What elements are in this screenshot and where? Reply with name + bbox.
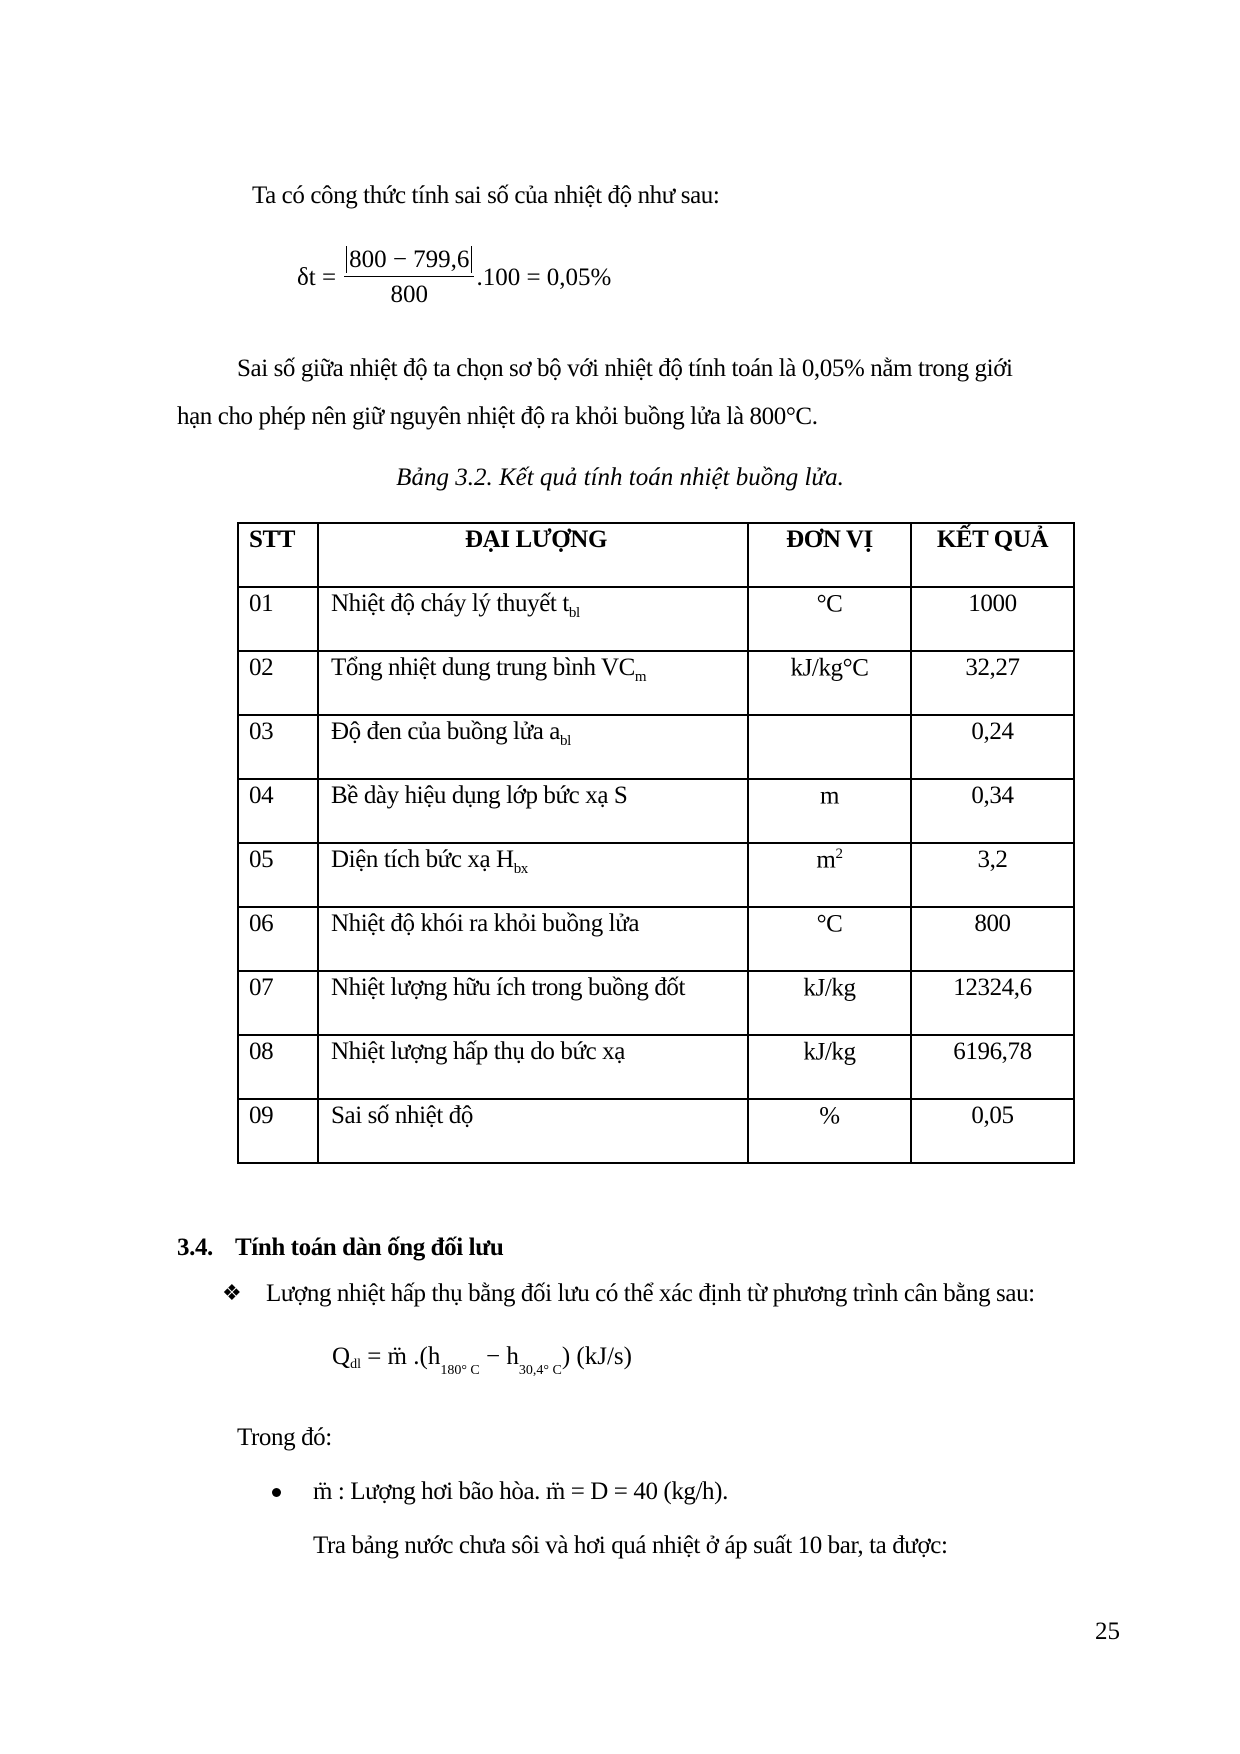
cell-result: 3,2 xyxy=(911,843,1074,907)
cell-stt: 07 xyxy=(238,971,318,1035)
cell-result: 0,05 xyxy=(911,1099,1074,1163)
bullet-text: Lượng nhiệt hấp thụ bằng đối lưu có thể xác định từ phương trình cân bằng sau: xyxy=(266,1280,1035,1307)
cell-result: 32,27 xyxy=(911,651,1074,715)
cell-stt: 09 xyxy=(238,1099,318,1163)
cell-unit: m xyxy=(748,779,911,843)
cell-stt: 01 xyxy=(238,587,318,651)
cell-unit xyxy=(748,715,911,779)
cell-stt: 04 xyxy=(238,779,318,843)
section-heading xyxy=(177,1234,503,1262)
cell-quantity: Bề dày hiệu dụng lớp bức xạ S xyxy=(318,779,748,843)
fraction-numerator: 800 − 799,6 xyxy=(344,246,474,277)
bullet-dot-icon xyxy=(272,1488,281,1497)
paragraph-line-2: hạn cho phép nên giữ nguyên nhiệt độ ra khỏi buồng lửa là 800°C. xyxy=(177,403,818,430)
intro-text: Ta có công thức tính sai số của nhiệt độ như sau: xyxy=(252,182,720,209)
table-row xyxy=(238,1035,1074,1099)
header-quantity: ĐẠI LƯỢNG xyxy=(318,523,748,587)
table-row xyxy=(238,971,1074,1035)
convection-formula: Qdl = m̈ $.(h_{180^\circ C} - h_{30,4^\circ C})$ (kJ/s) xyxy=(332,1343,632,1378)
cell-stt: 03 xyxy=(238,715,318,779)
header-stt: STT xyxy=(238,523,318,587)
cell-quantity: Nhiệt độ cháy lý thuyết $t_{bl}$ xyxy=(318,587,748,651)
cell-quantity: Tổng nhiệt dung trung bình $VC_m$ xyxy=(318,651,748,715)
paragraph-line-1: Sai số giữa nhiệt độ ta chọn sơ bộ với nhiệt độ tính toán là 0,05% nằm trong giới xyxy=(237,355,1013,382)
table-row xyxy=(238,715,1074,779)
table-caption: Bảng 3.2. Kết quả tính toán nhiệt buồng lửa. xyxy=(396,464,844,491)
cell-quantity: Độ đen của buồng lửa $a_{bl}$ xyxy=(318,715,748,779)
cell-unit: °C xyxy=(748,587,911,651)
fraction xyxy=(344,246,474,309)
mass-flow-definition: m̈ : Lượng hơi bão hòa. m̈ = D = 40 (kg/h). xyxy=(313,1478,728,1505)
section-number: 3.4. xyxy=(177,1234,213,1261)
cell-result: 1000 xyxy=(911,587,1074,651)
cell-stt: 02 xyxy=(238,651,318,715)
table-row xyxy=(238,587,1074,651)
formula-rhs: .100 = 0,05% xyxy=(476,263,612,291)
section-title: Tính toán dàn ống đối lưu xyxy=(235,1234,504,1261)
lookup-text: Tra bảng nước chưa sôi và hơi quá nhiệt ở áp suất 10 bar, ta được: xyxy=(313,1532,948,1559)
cell-quantity: Nhiệt lượng hữu ích trong buồng đốt xyxy=(318,971,748,1035)
diamond-bullet-icon: ❖ xyxy=(222,1280,242,1305)
cell-unit: kJ/kg xyxy=(748,971,911,1035)
cell-result: 800 xyxy=(911,907,1074,971)
table-row xyxy=(238,907,1074,971)
cell-unit: % xyxy=(748,1099,911,1163)
page-number: 25 xyxy=(1095,1618,1120,1645)
cell-unit: °C xyxy=(748,907,911,971)
cell-quantity: Diện tích bức xạ $H_{bx}$ xyxy=(318,843,748,907)
table-row xyxy=(238,843,1074,907)
header-unit: ĐƠN VỊ xyxy=(748,523,911,587)
formula-lhs: δt = xyxy=(297,263,337,291)
cell-result: 12324,6 xyxy=(911,971,1074,1035)
cell-result: 0,34 xyxy=(911,779,1074,843)
table-header-row xyxy=(238,523,1074,587)
table-row xyxy=(238,779,1074,843)
cell-result: 0,24 xyxy=(911,715,1074,779)
cell-stt: 08 xyxy=(238,1035,318,1099)
cell-unit: kJ/kg xyxy=(748,1035,911,1099)
table-row xyxy=(238,651,1074,715)
cell-unit: kJ/kg°C xyxy=(748,651,911,715)
cell-result: 6196,78 xyxy=(911,1035,1074,1099)
fraction-denominator: 800 xyxy=(390,281,428,308)
cell-quantity: Nhiệt lượng hấp thụ do bức xạ xyxy=(318,1035,748,1099)
table-row xyxy=(238,1099,1074,1163)
header-result: KẾT QUẢ xyxy=(911,523,1074,587)
cell-quantity: Sai số nhiệt độ xyxy=(318,1099,748,1163)
results-table xyxy=(237,522,1075,1164)
cell-stt: 06 xyxy=(238,907,318,971)
cell-unit: $m^2$ xyxy=(748,843,911,907)
error-formula xyxy=(297,246,611,309)
cell-stt: 05 xyxy=(238,843,318,907)
cell-quantity: Nhiệt độ khói ra khỏi buồng lửa xyxy=(318,907,748,971)
where-label: Trong đó: xyxy=(237,1424,332,1451)
